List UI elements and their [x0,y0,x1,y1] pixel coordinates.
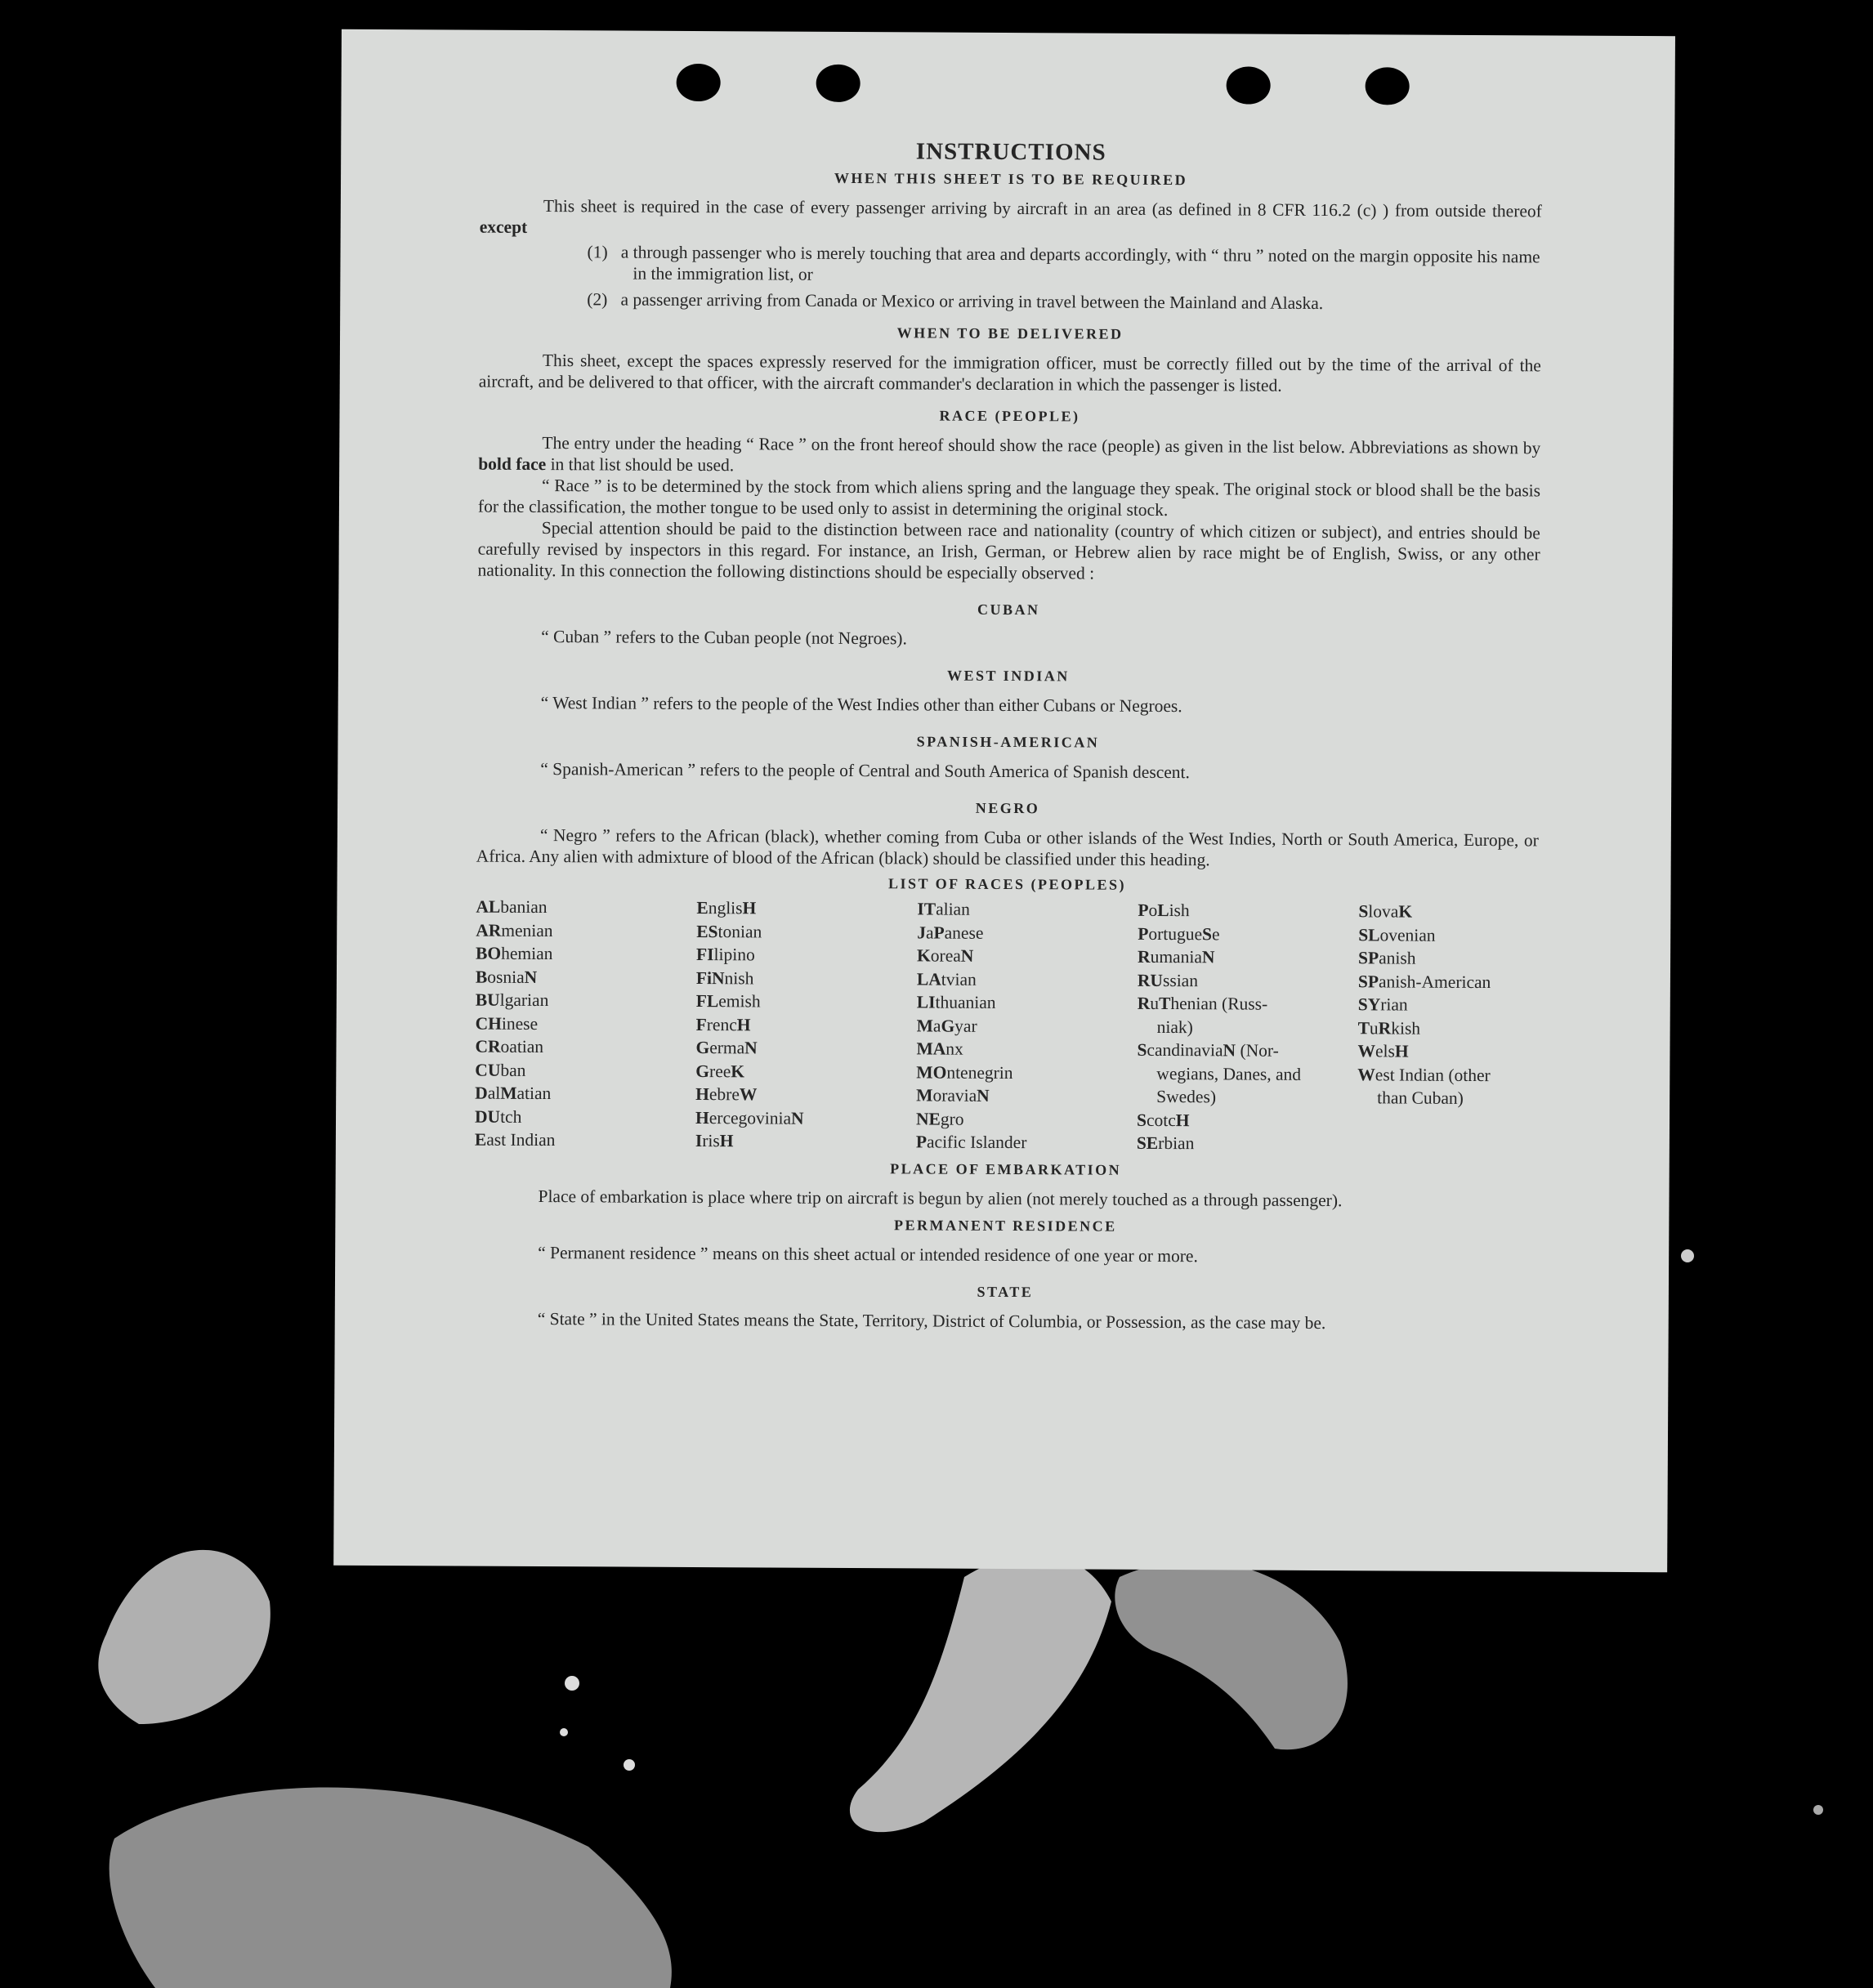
item-number: (1) [587,242,608,262]
race-abbreviation: G [695,1061,710,1081]
race-abbreviation: FI [696,945,714,965]
intro-bold-text: except [479,217,528,237]
speck [1681,1249,1694,1262]
race-remainder: hemian [501,943,553,964]
race-remainder: rian [1380,994,1408,1015]
race-entry [1357,1039,1537,1064]
race-remainder: ish [1169,900,1190,921]
race-abbreviation: L [1157,900,1169,921]
race-abbreviation: RU [1137,970,1164,990]
race-abbreviation: E [474,1129,487,1150]
race-abbreviation: H [695,1084,709,1105]
race-abbreviation: M [916,1085,933,1106]
section-heading: LIST OF RACES (PEOPLES) [887,875,1127,893]
race-abbreviation: K [1398,901,1413,922]
race-entry [916,1130,1137,1155]
race-abbreviation: N [960,945,974,966]
race-remainder: tonian [717,921,762,941]
race-entry [916,1061,1137,1085]
race-entry [476,1012,696,1036]
race-abbreviation: R [1137,993,1151,1013]
race-entry [1138,992,1358,1039]
list-item [587,241,1541,288]
intro-text: This sheet is required in the case of every passenger arriving by aircraft in an area (as defined in 8 CFR 116.2 (c) ) from outside thereof [543,196,1542,221]
race-entry [696,920,917,945]
races-column [1357,900,1539,1157]
race-remainder: renc [706,1014,737,1034]
item-number: (2) [587,289,608,310]
race-abbreviation: H [1394,1041,1409,1061]
section-paragraph: “ Spanish-American ” refers to the people of Central and South America of Spanish descent. [540,759,1190,783]
race-remainder: inese [501,1013,539,1034]
race-abbreviation: AL [476,896,501,917]
race-entry [696,896,917,921]
race-remainder: banian [500,896,548,918]
race-remainder: nglis [708,898,743,918]
race-abbreviation: FiN [695,967,725,988]
race-abbreviation: N [1223,1040,1236,1061]
race-abbreviation: BO [476,943,502,963]
punch-hole [1366,67,1410,105]
document-title: INSTRUCTIONS [915,138,1106,166]
race-remainder: umania [1150,946,1202,967]
race-text-a: The entry under the heading “ Race ” on the front hereof should show the race (people) as given in the list below. Abbreviations as shown by [542,433,1541,458]
speck [1813,1805,1823,1815]
races-column [695,896,918,1154]
race-abbreviation: G [695,1038,710,1058]
race-text-b: in that list should be used. [550,454,735,476]
race-remainder: anish [1379,948,1416,968]
race-abbreviation: I [695,1131,703,1151]
item-text: a through passenger who is merely touching that area and departs accordingly, with “ thru ” noted on the margin opposite his name in the immigration list, or [620,242,1540,284]
race-entry [476,896,696,920]
race-abbreviation: E [696,898,709,918]
speck [624,1759,635,1771]
race-remainder: kish [1391,1017,1421,1039]
section-heading: CUBAN [977,601,1040,619]
race-abbreviation: H [742,898,757,918]
race-remainder: al [487,1083,501,1103]
races-column [1137,899,1359,1156]
list-item [587,288,1541,315]
race-remainder: ris [702,1131,720,1151]
race-entry [1358,900,1538,924]
race-remainder: erma [709,1038,745,1058]
race-abbreviation: LI [916,992,936,1012]
race-abbreviation: S [1137,1039,1147,1060]
race-abbreviation: K [731,1061,745,1081]
race-abbreviation: R [1138,946,1151,967]
race-remainder: tvian [941,969,977,990]
races-list [475,896,1539,1157]
race-abbreviation: J [917,922,927,942]
punch-hole [1227,66,1271,104]
race-entry [1137,1039,1357,1110]
race-abbreviation: FL [695,991,719,1012]
race-entry [917,944,1138,968]
section-paragraph: “ Negro ” refers to the African (black), whether coming from Cuba or other islands of the West Indies, North or South America, Europe, or Africa. Any alien with admixture of blood of the African (black) should be classified under this heading. [476,825,1539,870]
race-entry [695,1129,916,1154]
race-remainder: nish [724,967,754,988]
race-abbreviation: S [1136,1110,1147,1130]
race-remainder: u [1369,1017,1379,1038]
race-abbreviation: SP [1358,948,1379,968]
race-entry [695,1036,916,1061]
race-abbreviation: SL [1358,924,1380,945]
race-remainder: ssian [1162,970,1199,990]
race-abbreviation: N [744,1038,758,1058]
race-abbreviation: NE [915,1108,941,1129]
race-entry [917,990,1138,1015]
race-abbreviation: P [1138,923,1149,944]
race-remainder: anese [944,923,984,943]
race-remainder: lipino [713,945,755,965]
race-entry [1358,970,1538,994]
race-remainder: ercegovinia [709,1107,792,1128]
race-abbreviation: MO [916,1061,947,1083]
race-remainder: ovenian [1379,924,1436,945]
race-abbreviation: P [915,1132,928,1152]
race-abbreviation: N [1201,947,1215,967]
race-entry [476,942,696,967]
race-abbreviation: H [736,1014,751,1034]
race-abbreviation: W [1357,1064,1375,1084]
race-abbreviation: D [475,1083,488,1103]
race-entry [696,967,917,991]
race-abbreviation: SE [1136,1132,1159,1153]
race-abbreviation: M [500,1083,517,1103]
section-heading: PLACE OF EMBARKATION [890,1159,1122,1178]
race-entry [696,943,917,967]
race-abbreviation: W [739,1084,758,1105]
race-remainder: est Indian (other [1375,1064,1491,1085]
race-abbreviation: T [1357,1017,1370,1038]
races-column [916,897,1138,1155]
section-paragraph [480,195,1542,243]
race-remainder: oravia [932,1085,977,1106]
race-entry [475,1105,695,1129]
race-remainder: lova [1368,901,1399,922]
race-abbreviation: CU [475,1060,501,1080]
race-entry [1138,922,1358,946]
race-remainder: a [925,922,934,943]
race-remainder: els [1375,1041,1395,1061]
race-abbreviation: IT [917,899,936,919]
race-entry [476,965,696,990]
section-paragraph: “ Cuban ” refers to the Cuban people (not Negroes). [541,627,907,649]
race-remainder: ban [500,1060,526,1080]
section-paragraph: Place of embarkation is place where trip on aircraft is begun by alien (not merely touched as a through passenger). [538,1186,1343,1210]
race-entry [1358,1016,1538,1041]
race-entry [695,1083,916,1107]
section-heading: PERMANENT RESIDENCE [893,1216,1117,1235]
section-heading: SPANISH-AMERICAN [916,733,1100,751]
race-remainder: candinavia [1147,1039,1223,1061]
race-entry [475,1035,695,1060]
race-entry [696,1013,917,1038]
race-remainder: osnia [487,967,525,987]
race-abbreviation: B [475,967,488,987]
section-heading: STATE [977,1283,1034,1300]
section-paragraph [478,432,1540,480]
race-remainder: emish [718,991,761,1012]
race-remainder: ebre [709,1084,740,1105]
speck [560,1728,568,1736]
race-abbreviation: LA [916,968,941,990]
race-remainder: henian (Russ- [1170,994,1268,1014]
race-remainder: o [1148,900,1158,920]
race-entry [1138,945,1358,970]
race-abbreviation: S [1358,901,1369,922]
race-entry [1358,923,1538,948]
race-entry [1358,946,1538,971]
section-paragraph: “ West Indian ” refers to the people of the West Indies other than either Cubans or Negroes. [540,693,1182,717]
race-abbreviation: BU [475,990,500,1010]
race-remainder: orea [930,945,961,966]
race-abbreviation: N [790,1108,804,1128]
race-abbreviation: ES [696,921,718,941]
race-abbreviation: P [1138,900,1149,920]
race-abbreviation: CR [475,1036,501,1057]
race-entry [917,967,1138,992]
race-entry [916,1107,1137,1132]
race-abbreviation: R [1378,1017,1392,1038]
section-paragraph: “ Race ” is to be determined by the stock from which aliens spring and the language they speak. The original stock or blood shall be the basis for the classification, the mother tongue to be used only to assist in determining the original stock. [477,476,1541,520]
race-entry [1357,1063,1537,1110]
document-body [474,136,1543,1334]
race-abbreviation: G [941,1016,955,1036]
race-abbreviation: N [524,967,538,987]
race-entry [917,897,1138,922]
race-abbreviation: S [1201,923,1213,944]
race-text-bold: bold face [478,453,547,475]
race-entry [1138,968,1358,993]
race-remainder: rbian [1158,1132,1195,1154]
race-abbreviation: H [695,1107,709,1128]
race-abbreviation: SY [1357,994,1381,1015]
race-entry [1137,1132,1357,1156]
race-remainder: ree [709,1061,731,1081]
punch-hole [816,65,861,102]
race-entry [476,918,696,943]
race-continuation: niak) [1156,1016,1193,1037]
section-heading: WHEN THIS SHEET IS TO BE REQUIRED [834,169,1188,189]
race-abbreviation: M [916,1015,933,1036]
race-remainder: alian [936,899,970,919]
race-entry [475,1058,695,1083]
race-continuation: than Cuban) [1377,1088,1464,1108]
race-abbreviation: N [977,1085,990,1106]
race-remainder: cotc [1146,1110,1176,1130]
race-remainder: anish-American [1378,971,1491,992]
section-paragraph: This sheet, except the spaces expressly reserved for the immigration officer, must be correctly filled out by the time of the arrival of the aircraft, and be delivered to that officer, with the aircraft commander's declaration in which the passenger is listed. [478,351,1541,395]
race-remainder: thuanian [935,992,996,1012]
race-abbreviation: W [1357,1041,1376,1061]
races-column [475,896,697,1153]
race-remainder: ast Indian [486,1129,556,1150]
race-abbreviation: MA [916,1039,946,1059]
race-entry [916,1037,1137,1061]
race-abbreviation: K [917,945,931,966]
race-entry [917,1014,1138,1039]
race-remainder: (Nor- [1236,1040,1279,1061]
race-remainder: ntenegrin [946,1062,1013,1083]
race-entry [1137,1108,1357,1132]
race-remainder: lgarian [499,990,549,1011]
race-entry [476,989,696,1013]
race-remainder: menian [501,920,553,940]
item-text: a passenger arriving from Canada or Mexico or arriving in travel between the Mainland and Alaska. [620,289,1324,314]
section-heading: WHEN TO BE DELIVERED [896,324,1124,342]
race-remainder: nx [945,1039,963,1059]
race-remainder: e [1211,923,1220,944]
race-remainder: oatian [500,1036,544,1057]
section-heading: WEST INDIAN [946,667,1070,685]
section-paragraph: Special attention should be paid to the distinction between race and nationality (country of which citizen or subject), and entries should be carefully revised by inspectors in this regard. For instance, an Irish, German, or Hebrew alien by race might be of English, Swiss, or any other nationality. In this connection the following distinctions should be especially observed : [477,518,1540,583]
speck [565,1676,579,1691]
section-heading: RACE (PEOPLE) [939,407,1080,425]
section-paragraph: “ Permanent residence ” means on this sheet actual or intended residence of one year or more. [538,1242,1198,1266]
race-abbreviation: SP [1357,971,1379,991]
race-remainder: gro [940,1109,964,1129]
race-entry [475,1128,695,1153]
race-entry [917,921,1138,945]
race-remainder: acific Islander [926,1132,1027,1153]
race-abbreviation: F [695,1014,707,1034]
race-abbreviation: CH [475,1013,502,1034]
punch-hole [677,64,721,101]
race-remainder: tch [500,1106,522,1127]
race-entry [475,1082,695,1106]
race-abbreviation: H [1175,1110,1190,1130]
instruction-sheet [333,29,1675,1573]
race-entry [696,990,917,1014]
race-abbreviation: H [719,1131,734,1151]
race-abbreviation: T [1159,993,1171,1014]
race-continuation: wegians, Danes, and Swedes) [1156,1063,1302,1107]
race-remainder: yar [954,1016,977,1036]
race-abbreviation: P [933,923,945,943]
race-entry [1358,993,1538,1017]
race-entry [695,1060,916,1084]
race-remainder: a [932,1016,941,1036]
race-remainder: atian [516,1083,552,1104]
race-remainder: u [1150,993,1160,1013]
race-abbreviation: AR [476,920,502,940]
section-heading: NEGRO [975,799,1040,817]
race-entry [1138,899,1358,923]
race-entry [695,1106,916,1131]
race-remainder: ortugue [1148,923,1203,944]
race-entry [916,1083,1137,1108]
race-abbreviation: DU [474,1106,501,1127]
section-paragraph: “ State ” in the United States means the State, Territory, District of Columbia, or Possession, as the case may be. [537,1308,1326,1333]
